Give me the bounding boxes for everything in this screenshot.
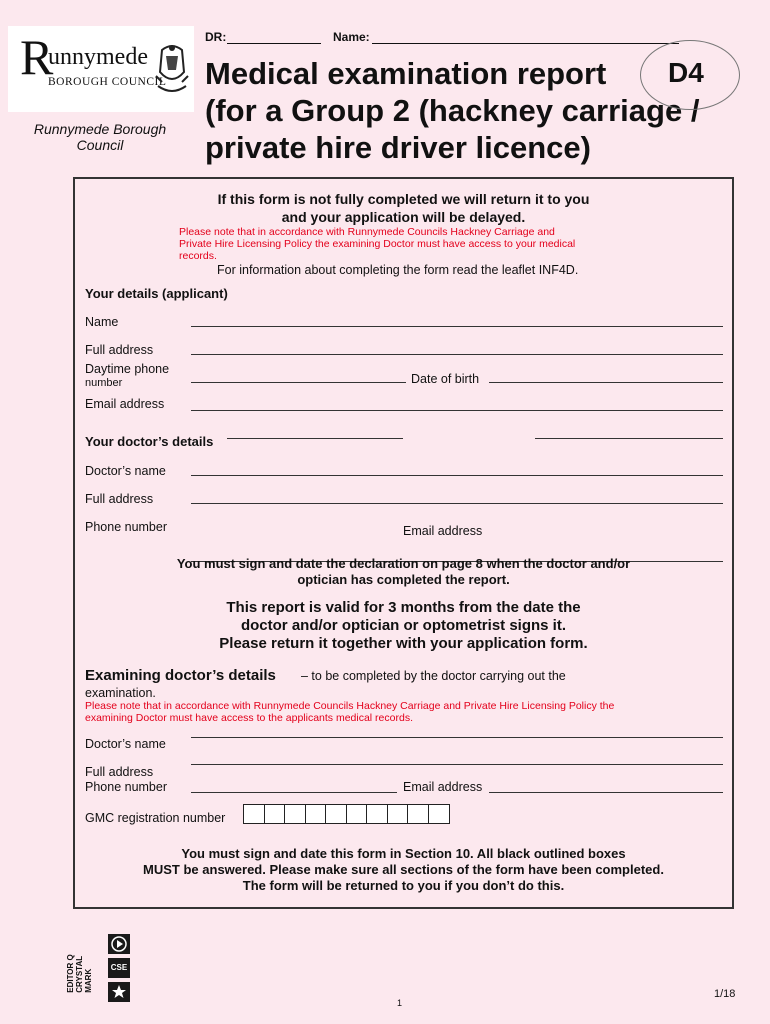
- doctor-name-label: Doctor’s name: [85, 464, 166, 478]
- exam-phone-field[interactable]: [191, 792, 397, 793]
- applicant-address-label: Full address: [85, 343, 154, 357]
- dob-field[interactable]: [489, 382, 723, 383]
- council-logo: [8, 26, 194, 112]
- examining-doctor-note: [85, 700, 725, 724]
- quality-badges: [65, 934, 134, 1004]
- gmc-digit-box[interactable]: [407, 804, 429, 824]
- validity-line-3: Please return it together with your application form.: [219, 635, 588, 652]
- doctor-address-field[interactable]: [191, 503, 723, 504]
- doctor-email-label: Email address: [403, 524, 483, 538]
- page-number: 1: [397, 998, 403, 1008]
- badge-text-1: EDITOR Q: [65, 954, 75, 993]
- exam-doctor-name-label: Doctor’s name: [85, 737, 166, 751]
- cse-badge: CSE: [108, 958, 130, 978]
- doctor-heading-rule-2: [535, 438, 723, 439]
- doctor-phone-label: Phone number: [85, 520, 168, 534]
- page-count: 1/18: [714, 988, 736, 1000]
- name-label: Name:: [333, 30, 370, 44]
- applicant-phone-label: Daytime phone: [85, 362, 170, 376]
- crystal-mark-badge: [66, 954, 93, 993]
- info-text: For information about completing the form read the leaflet INF4D.: [217, 263, 579, 277]
- examining-doctor-suffix-2: examination.: [85, 686, 156, 700]
- play-icon: [108, 934, 130, 954]
- dr-label: DR:: [205, 30, 227, 44]
- applicant-heading: Your details (applicant): [85, 286, 228, 301]
- doctor-name-field[interactable]: [191, 475, 723, 476]
- closing-line-3: The form will be returned to you if you don’t do this.: [242, 878, 565, 893]
- warning-line-1: If this form is not fully completed we will return it to you: [217, 191, 590, 207]
- doctor-heading: Your doctor’s details: [85, 434, 214, 449]
- logo-initial: R: [20, 29, 54, 85]
- gmc-digit-box[interactable]: [264, 804, 286, 824]
- gmc-digit-box[interactable]: [346, 804, 368, 824]
- form-code: D4: [668, 57, 704, 88]
- gmc-digit-box[interactable]: [325, 804, 347, 824]
- title-line-2: (for a Group 2 (hackney carriage /: [205, 93, 700, 128]
- star-icon: [108, 982, 130, 1002]
- applicant-email-field[interactable]: [191, 410, 723, 411]
- exam-note-line-2: examining Doctor must have access to the applicants medical records.: [85, 712, 413, 724]
- warning-line-2: and your application will be delayed.: [281, 209, 526, 225]
- logo-wordmark: unnymede: [48, 44, 148, 70]
- doctor-heading-rule: [227, 438, 403, 439]
- badge-text-2: CRYSTAL: [74, 955, 84, 993]
- gmc-digit-box[interactable]: [284, 804, 306, 824]
- applicant-address-field[interactable]: [191, 354, 723, 355]
- closing-line-2: MUST be answered. Please make sure all sections of the form have been completed.: [143, 862, 664, 877]
- applicant-phone-field[interactable]: [191, 382, 406, 383]
- gmc-digit-box[interactable]: [387, 804, 409, 824]
- name-field[interactable]: [372, 43, 679, 44]
- examining-doctor-suffix: – to be completed by the doctor carrying out the: [301, 669, 566, 683]
- exam-name-top-rule: [191, 737, 723, 738]
- exam-email-field[interactable]: [489, 792, 723, 793]
- gmc-digit-box[interactable]: [428, 804, 450, 824]
- applicant-email-label: Email address: [85, 397, 165, 411]
- form-section: [73, 177, 734, 909]
- dob-label: Date of birth: [411, 372, 480, 386]
- applicant-name-field[interactable]: [191, 326, 723, 327]
- exam-email-label: Email address: [403, 780, 483, 794]
- declaration-line-1: You must sign and date the declaration on page 8 when the doctor and/or: [176, 556, 631, 571]
- exam-phone-label: Phone number: [85, 780, 168, 794]
- note-line-1: Please note that in accordance with Runnymede Councils Hackney Carriage and: [179, 226, 555, 238]
- closing-line-1: You must sign and date this form in Section 10. All black outlined boxes: [181, 846, 626, 861]
- gmc-digit-box[interactable]: [305, 804, 327, 824]
- note-line-3: records.: [179, 250, 217, 262]
- validity-line-1: This report is valid for 3 months from the date the: [226, 599, 581, 616]
- crest-icon: [154, 42, 190, 102]
- applicant-name-label: Name: [85, 315, 119, 329]
- note-line-2: Private Hire Licensing Policy the examining Doctor must have access to your medical: [179, 238, 576, 250]
- badge-text-3: MARK: [83, 968, 93, 993]
- gmc-number-boxes[interactable]: [243, 804, 448, 824]
- council-caption: Runnymede Borough Council: [33, 121, 167, 154]
- applicant-phone-label-2: number: [85, 377, 123, 389]
- title-line-1: Medical examination report: [205, 56, 607, 91]
- exam-doctor-name-field[interactable]: [191, 764, 723, 765]
- declaration-line-2: optician has completed the report.: [297, 572, 510, 587]
- title-line-3: private hire driver licence): [205, 130, 591, 165]
- doctor-address-label: Full address: [85, 492, 154, 506]
- gmc-digit-box[interactable]: [243, 804, 265, 824]
- medical-records-note: [179, 226, 639, 262]
- logo-subtitle: BOROUGH COUNCIL: [48, 76, 167, 88]
- validity-line-2: doctor and/or optician or optometrist signs it.: [240, 617, 566, 634]
- exam-note-line-1: Please note that in accordance with Runnymede Councils Hackney Carriage and Private Hire Licensing Policy the: [85, 700, 615, 712]
- examining-doctor-heading: Examining doctor’s details: [85, 667, 276, 684]
- exam-address-label: Full address: [85, 765, 154, 779]
- dr-field[interactable]: [227, 43, 321, 44]
- gmc-digit-box[interactable]: [366, 804, 388, 824]
- gmc-label: GMC registration number: [85, 811, 226, 825]
